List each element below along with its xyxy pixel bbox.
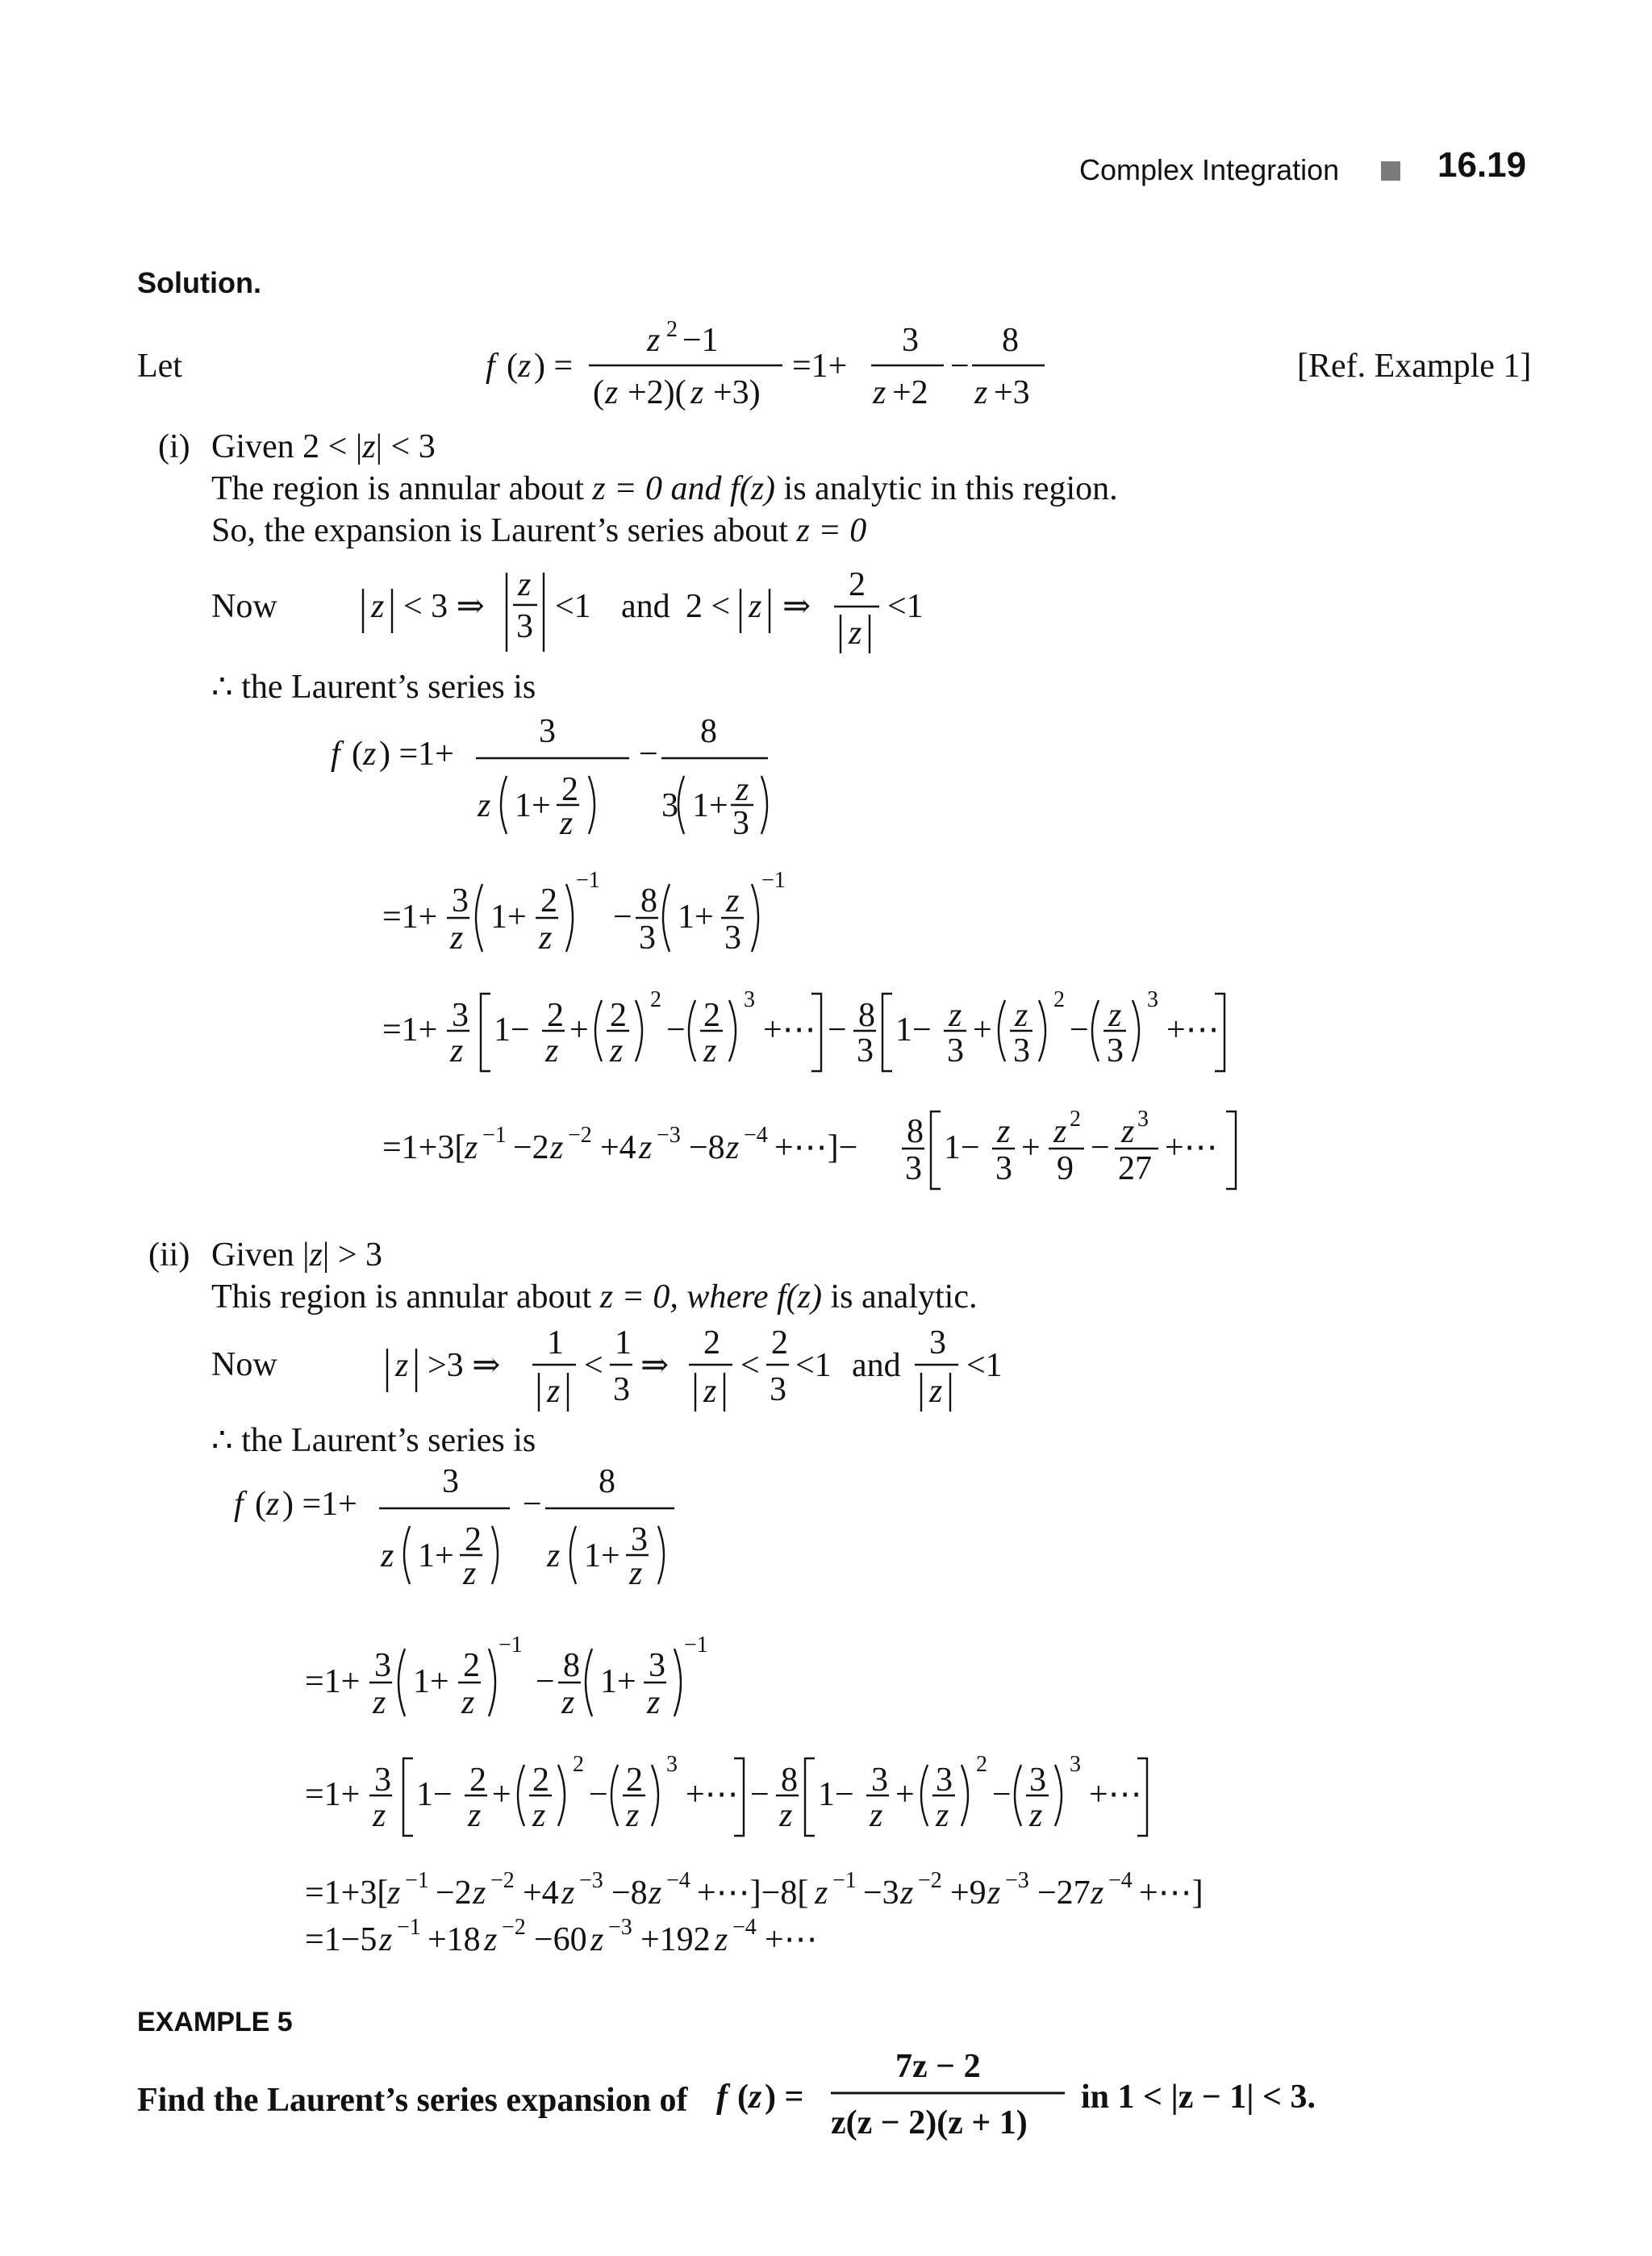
svg-text:) =: ) = — [534, 348, 574, 385]
svg-text:−: − — [1091, 1129, 1110, 1166]
svg-text:z: z — [547, 1373, 561, 1410]
let-label: Let — [137, 348, 182, 385]
svg-text:z: z — [363, 736, 377, 773]
svg-text:z(z − 2)(z + 1): z(z − 2)(z + 1) — [831, 2104, 1028, 2141]
svg-text:8: 8 — [781, 1762, 798, 1799]
svg-text:−8: −8 — [689, 1129, 725, 1166]
svg-text:<1: <1 — [555, 588, 591, 625]
svg-text:3: 3 — [539, 713, 556, 750]
svg-text:1: 1 — [615, 1324, 632, 1362]
svg-text:1+: 1+ — [515, 787, 551, 824]
svg-text:z: z — [929, 1373, 943, 1410]
svg-text:3: 3 — [631, 1521, 648, 1558]
svg-text:−8: −8 — [611, 1874, 648, 1912]
svg-text:3: 3 — [995, 1150, 1012, 1187]
part2-label: (ii) — [148, 1236, 190, 1274]
svg-text:z: z — [381, 1537, 394, 1574]
example-function — [710, 2045, 1436, 2150]
svg-text:3: 3 — [452, 997, 469, 1034]
svg-text:3: 3 — [905, 1150, 922, 1187]
svg-text:+: + — [973, 1011, 992, 1049]
svg-text:<: < — [740, 1347, 760, 1384]
chapter-title: Complex Integration — [1079, 153, 1340, 186]
svg-text:<1: <1 — [966, 1347, 1003, 1384]
svg-text:−: − — [523, 1486, 542, 1523]
svg-text:=1+3[: =1+3[ — [382, 1129, 466, 1166]
svg-text:3: 3 — [1029, 1762, 1046, 1799]
svg-text:3: 3 — [857, 1032, 874, 1070]
svg-text:) =: ) = — [765, 2079, 804, 2116]
svg-text:z: z — [949, 997, 962, 1034]
svg-text:z: z — [649, 1874, 662, 1912]
filled-square-icon — [1381, 161, 1400, 181]
svg-text:z: z — [849, 615, 862, 652]
svg-text:−: − — [613, 899, 632, 936]
svg-text:1: 1 — [547, 1324, 564, 1362]
part2-now-label: Now — [211, 1346, 277, 1383]
part2-region-text: This region is annular about z = 0, where f(z) is analytic. — [211, 1278, 978, 1316]
part1-laurent-derivation — [323, 710, 1291, 1210]
svg-text:z: z — [532, 1797, 546, 1834]
svg-text:(: ( — [593, 374, 604, 411]
svg-text:+: + — [569, 1011, 589, 1049]
svg-text:3: 3 — [1070, 1752, 1081, 1777]
svg-text:z: z — [395, 1347, 409, 1384]
part1-given: Given 2 < |z| < 3 — [211, 428, 436, 465]
svg-text:2: 2 — [463, 1647, 480, 1684]
svg-text:8: 8 — [563, 1647, 580, 1684]
svg-text:z: z — [703, 1032, 717, 1070]
svg-text:3: 3 — [744, 987, 755, 1012]
svg-text:z: z — [647, 1684, 661, 1721]
svg-text:−1: −1 — [682, 322, 719, 359]
svg-text:3: 3 — [374, 1762, 391, 1799]
svg-text:−3: −3 — [863, 1874, 899, 1912]
svg-text:3: 3 — [666, 1752, 678, 1777]
svg-text:z: z — [1108, 997, 1122, 1034]
part2-inequalities — [371, 1315, 1016, 1420]
svg-text:8: 8 — [1002, 322, 1019, 359]
svg-text:−4: −4 — [666, 1868, 690, 1893]
svg-text:−1: −1 — [761, 868, 786, 893]
svg-text:−3: −3 — [1005, 1868, 1029, 1893]
svg-text:−3: −3 — [657, 1123, 681, 1148]
svg-text:3: 3 — [661, 787, 678, 824]
svg-text:−1: −1 — [499, 1633, 523, 1658]
svg-text:2: 2 — [561, 771, 578, 808]
svg-text:z: z — [1015, 997, 1028, 1034]
svg-text:8: 8 — [599, 1463, 615, 1500]
svg-text:−: − — [589, 1776, 608, 1813]
svg-text:and: and — [852, 1347, 901, 1384]
svg-text:z: z — [629, 1555, 643, 1592]
svg-text:3: 3 — [724, 919, 741, 957]
svg-text:+⋯: +⋯ — [1165, 1129, 1218, 1166]
svg-text:z: z — [815, 1874, 828, 1912]
svg-text:3: 3 — [902, 322, 919, 359]
svg-text:) =1+: ) =1+ — [379, 736, 454, 773]
svg-text:z: z — [545, 1032, 559, 1070]
svg-text:1−: 1− — [494, 1011, 530, 1049]
svg-text:3: 3 — [374, 1647, 391, 1684]
svg-text:2: 2 — [469, 1762, 486, 1799]
svg-text:z: z — [560, 805, 574, 842]
svg-text:−1: −1 — [482, 1123, 507, 1148]
svg-text:+18: +18 — [428, 1921, 481, 1958]
svg-text:1+: 1+ — [584, 1537, 620, 1574]
svg-text:+: + — [492, 1776, 511, 1813]
svg-text:+⋯: +⋯ — [686, 1776, 739, 1813]
svg-text:=1+: =1+ — [792, 348, 848, 385]
running-header — [1079, 153, 1339, 187]
svg-text:z: z — [703, 1373, 717, 1410]
svg-text:+2: +2 — [892, 374, 928, 411]
svg-text:−4: −4 — [744, 1123, 768, 1148]
svg-text:z: z — [561, 1684, 575, 1721]
svg-text:z: z — [450, 919, 464, 957]
svg-text:f: f — [331, 736, 340, 773]
svg-text:+4: +4 — [523, 1874, 559, 1912]
svg-text:2: 2 — [976, 1752, 987, 1777]
svg-text:=1+: =1+ — [382, 1011, 438, 1049]
svg-text:8: 8 — [907, 1113, 924, 1150]
svg-text:z: z — [605, 374, 619, 411]
svg-text:8: 8 — [700, 713, 717, 750]
svg-text:8: 8 — [858, 997, 875, 1034]
page-number: 16.19 — [1437, 145, 1527, 185]
svg-text:−: − — [828, 1011, 847, 1049]
svg-text:1−: 1− — [895, 1011, 932, 1049]
svg-text:−: − — [950, 348, 970, 385]
svg-text:2: 2 — [465, 1521, 482, 1558]
svg-text:2: 2 — [666, 317, 678, 342]
svg-text:=1+3[: =1+3[ — [305, 1874, 389, 1912]
svg-text:+⋯: +⋯ — [765, 1921, 818, 1958]
svg-text:z: z — [1091, 1874, 1104, 1912]
svg-text:+4: +4 — [600, 1129, 636, 1166]
svg-text:7z − 2: 7z − 2 — [895, 2048, 981, 2085]
svg-text:1−: 1− — [818, 1776, 854, 1813]
svg-text:z: z — [1053, 1113, 1067, 1150]
svg-text:1+: 1+ — [678, 899, 714, 936]
svg-text:−4: −4 — [732, 1915, 757, 1940]
svg-text:3: 3 — [1107, 1032, 1124, 1070]
svg-text:z: z — [484, 1921, 498, 1958]
svg-text:+: + — [1021, 1129, 1041, 1166]
svg-text:3: 3 — [649, 1647, 665, 1684]
svg-text:z: z — [373, 1684, 386, 1721]
svg-text:3: 3 — [1147, 987, 1158, 1012]
svg-text:−: − — [750, 1776, 770, 1813]
svg-text:−60: −60 — [534, 1921, 587, 1958]
svg-text:z: z — [726, 882, 740, 919]
ref-note: [Ref. Example 1] — [1297, 348, 1532, 385]
svg-text:9: 9 — [1057, 1150, 1074, 1187]
svg-text:3: 3 — [516, 608, 533, 645]
svg-text:z: z — [736, 771, 749, 808]
example-heading: EXAMPLE 5 — [137, 2007, 293, 2037]
svg-text:3: 3 — [732, 805, 749, 842]
svg-text:−2: −2 — [918, 1868, 942, 1893]
svg-text:3: 3 — [770, 1371, 786, 1408]
svg-text:z: z — [987, 1874, 1001, 1912]
svg-text:=1+: =1+ — [382, 899, 438, 936]
svg-text:(: ( — [255, 1486, 266, 1523]
svg-text:z: z — [749, 588, 762, 625]
solution-heading: Solution. — [137, 266, 261, 299]
svg-text:−2: −2 — [513, 1129, 549, 1166]
svg-text:3: 3 — [1137, 1107, 1149, 1132]
example-prompt: Find the Laurent’s series expansion of — [137, 2082, 688, 2119]
part2-given: Given |z| > 3 — [211, 1236, 383, 1274]
svg-text:=1−5: =1−5 — [305, 1921, 378, 1958]
svg-text:+: + — [895, 1776, 915, 1813]
svg-text:z: z — [539, 919, 553, 957]
svg-text:1+: 1+ — [490, 899, 527, 936]
svg-text:+192: +192 — [640, 1921, 711, 1958]
svg-text:z: z — [974, 374, 988, 411]
equation-partial-fractions — [476, 319, 1089, 423]
svg-text:=1+: =1+ — [305, 1776, 361, 1813]
svg-text:1+: 1+ — [418, 1537, 454, 1574]
svg-text:z: z — [1121, 1113, 1135, 1150]
svg-text:2: 2 — [532, 1762, 549, 1799]
svg-text:−4: −4 — [1108, 1868, 1133, 1893]
svg-text:z: z — [266, 1486, 280, 1523]
svg-text:1+: 1+ — [692, 787, 728, 824]
svg-text:3: 3 — [936, 1762, 953, 1799]
svg-text:in 1 < |z − 1| < 3.: in 1 < |z − 1| < 3. — [1081, 2079, 1316, 2116]
svg-text:−: − — [666, 1011, 686, 1049]
svg-text:−1: −1 — [405, 1868, 429, 1893]
svg-text:<1: <1 — [887, 588, 924, 625]
svg-text:27: 27 — [1118, 1150, 1152, 1187]
svg-text:−2: −2 — [436, 1874, 472, 1912]
svg-text:2: 2 — [626, 1762, 643, 1799]
svg-text:z: z — [779, 1797, 793, 1834]
svg-text:) =1+: ) =1+ — [282, 1486, 357, 1523]
svg-text:>3 ⇒: >3 ⇒ — [428, 1347, 501, 1384]
svg-text:z: z — [749, 2079, 762, 2116]
svg-text:−1: −1 — [684, 1633, 708, 1658]
svg-text:3: 3 — [871, 1762, 888, 1799]
svg-text:2: 2 — [703, 997, 720, 1034]
svg-text:and: and — [621, 588, 670, 625]
svg-text:−1: −1 — [832, 1868, 857, 1893]
svg-text:+⋯: +⋯ — [1166, 1011, 1220, 1049]
svg-text:z: z — [690, 374, 704, 411]
svg-text:z: z — [371, 588, 385, 625]
svg-text:z: z — [1029, 1797, 1043, 1834]
svg-text:+⋯]−8[: +⋯]−8[ — [697, 1874, 809, 1912]
svg-text:z: z — [461, 1684, 475, 1721]
svg-text:2 <: 2 < — [686, 588, 731, 625]
svg-text:z: z — [450, 1032, 464, 1070]
svg-text:z: z — [468, 1797, 482, 1834]
svg-text:−: − — [639, 736, 658, 773]
svg-text:z: z — [647, 322, 661, 359]
svg-text:2: 2 — [1053, 987, 1065, 1012]
svg-text:3: 3 — [639, 919, 656, 957]
svg-text:+⋯]: +⋯] — [1139, 1874, 1204, 1912]
svg-text:z: z — [518, 348, 532, 385]
part1-inequalities — [347, 557, 960, 661]
part1-label: (i) — [158, 428, 190, 465]
svg-text:z: z — [626, 1797, 640, 1834]
part2-laurent-derivation — [226, 1460, 1355, 1976]
svg-text:z: z — [463, 1555, 477, 1592]
svg-text:⇒: ⇒ — [640, 1347, 670, 1384]
svg-text:1+: 1+ — [413, 1663, 449, 1700]
svg-text:3: 3 — [929, 1324, 946, 1362]
part1-now-label: Now — [211, 588, 277, 625]
svg-text:−2: −2 — [502, 1915, 526, 1940]
svg-text:2: 2 — [573, 1752, 584, 1777]
svg-text:−2: −2 — [490, 1868, 515, 1893]
part2-therefore: ∴ the Laurent’s series is — [211, 1422, 536, 1459]
svg-text:z: z — [547, 1537, 561, 1574]
svg-text:z: z — [715, 1921, 728, 1958]
svg-text:2: 2 — [650, 987, 661, 1012]
svg-text:z: z — [873, 374, 886, 411]
svg-text:(: ( — [737, 2079, 749, 2116]
svg-text:⇒: ⇒ — [782, 588, 811, 625]
svg-text:(: ( — [507, 348, 518, 385]
svg-text:< 3 ⇒: < 3 ⇒ — [403, 588, 485, 625]
svg-text:−: − — [992, 1776, 1012, 1813]
svg-text:+3): +3) — [713, 374, 761, 411]
svg-text:1−: 1− — [944, 1129, 980, 1166]
svg-text:+⋯: +⋯ — [1089, 1776, 1142, 1813]
svg-text:8: 8 — [640, 882, 657, 919]
svg-text:−27: −27 — [1037, 1874, 1091, 1912]
svg-text:z: z — [518, 566, 532, 603]
svg-text:z: z — [726, 1129, 740, 1166]
svg-text:1+: 1+ — [600, 1663, 636, 1700]
svg-text:z: z — [379, 1921, 393, 1958]
svg-text:+⋯]−: +⋯]− — [774, 1129, 858, 1166]
svg-text:z: z — [561, 1874, 575, 1912]
svg-text:−: − — [1070, 1011, 1089, 1049]
part1-region-text: The region is annular about z = 0 and f(z) is analytic in this region. — [211, 470, 1118, 507]
svg-text:z: z — [590, 1921, 604, 1958]
svg-text:z: z — [465, 1129, 478, 1166]
svg-text:2: 2 — [610, 997, 627, 1034]
svg-text:z: z — [550, 1129, 564, 1166]
svg-text:2: 2 — [540, 882, 557, 919]
svg-text:z: z — [478, 787, 491, 824]
svg-text:f: f — [716, 2079, 728, 2116]
svg-text:z: z — [639, 1129, 653, 1166]
svg-text:+2)(: +2)( — [628, 374, 686, 411]
svg-text:+9: +9 — [950, 1874, 987, 1912]
svg-text:2: 2 — [703, 1324, 720, 1362]
svg-text:2: 2 — [771, 1324, 788, 1362]
part1-expansion-text: So, the expansion is Laurent’s series about z = 0 — [211, 512, 867, 549]
svg-text:z: z — [870, 1797, 883, 1834]
svg-text:z: z — [373, 1797, 386, 1834]
svg-text:−3: −3 — [608, 1915, 632, 1940]
svg-text:1−: 1− — [416, 1776, 453, 1813]
svg-text:f: f — [486, 348, 495, 385]
svg-text:z: z — [900, 1874, 914, 1912]
svg-text:z: z — [997, 1113, 1011, 1150]
svg-text:−3: −3 — [579, 1868, 603, 1893]
svg-text:2: 2 — [849, 566, 866, 603]
svg-text:f: f — [234, 1486, 244, 1523]
svg-text:2: 2 — [1070, 1107, 1081, 1132]
svg-text:z: z — [936, 1797, 949, 1834]
svg-text:z: z — [610, 1032, 624, 1070]
svg-text:3: 3 — [613, 1371, 630, 1408]
svg-text:<1: <1 — [795, 1347, 832, 1384]
svg-text:(: ( — [352, 736, 363, 773]
svg-text:3: 3 — [1013, 1032, 1030, 1070]
svg-text:−1: −1 — [576, 868, 600, 893]
svg-text:3: 3 — [452, 882, 469, 919]
svg-text:+⋯: +⋯ — [763, 1011, 816, 1049]
svg-text:−2: −2 — [568, 1123, 592, 1148]
svg-text:z: z — [473, 1874, 486, 1912]
part1-therefore: ∴ the Laurent’s series is — [211, 669, 536, 706]
svg-text:z: z — [387, 1874, 401, 1912]
svg-text:3: 3 — [442, 1463, 459, 1500]
svg-text:−1: −1 — [397, 1915, 421, 1940]
svg-text:3: 3 — [947, 1032, 964, 1070]
svg-text:+3: +3 — [994, 374, 1030, 411]
svg-text:2: 2 — [547, 997, 564, 1034]
svg-text:=1+: =1+ — [305, 1663, 361, 1700]
svg-text:−: − — [536, 1663, 555, 1700]
svg-text:<: < — [584, 1347, 603, 1384]
